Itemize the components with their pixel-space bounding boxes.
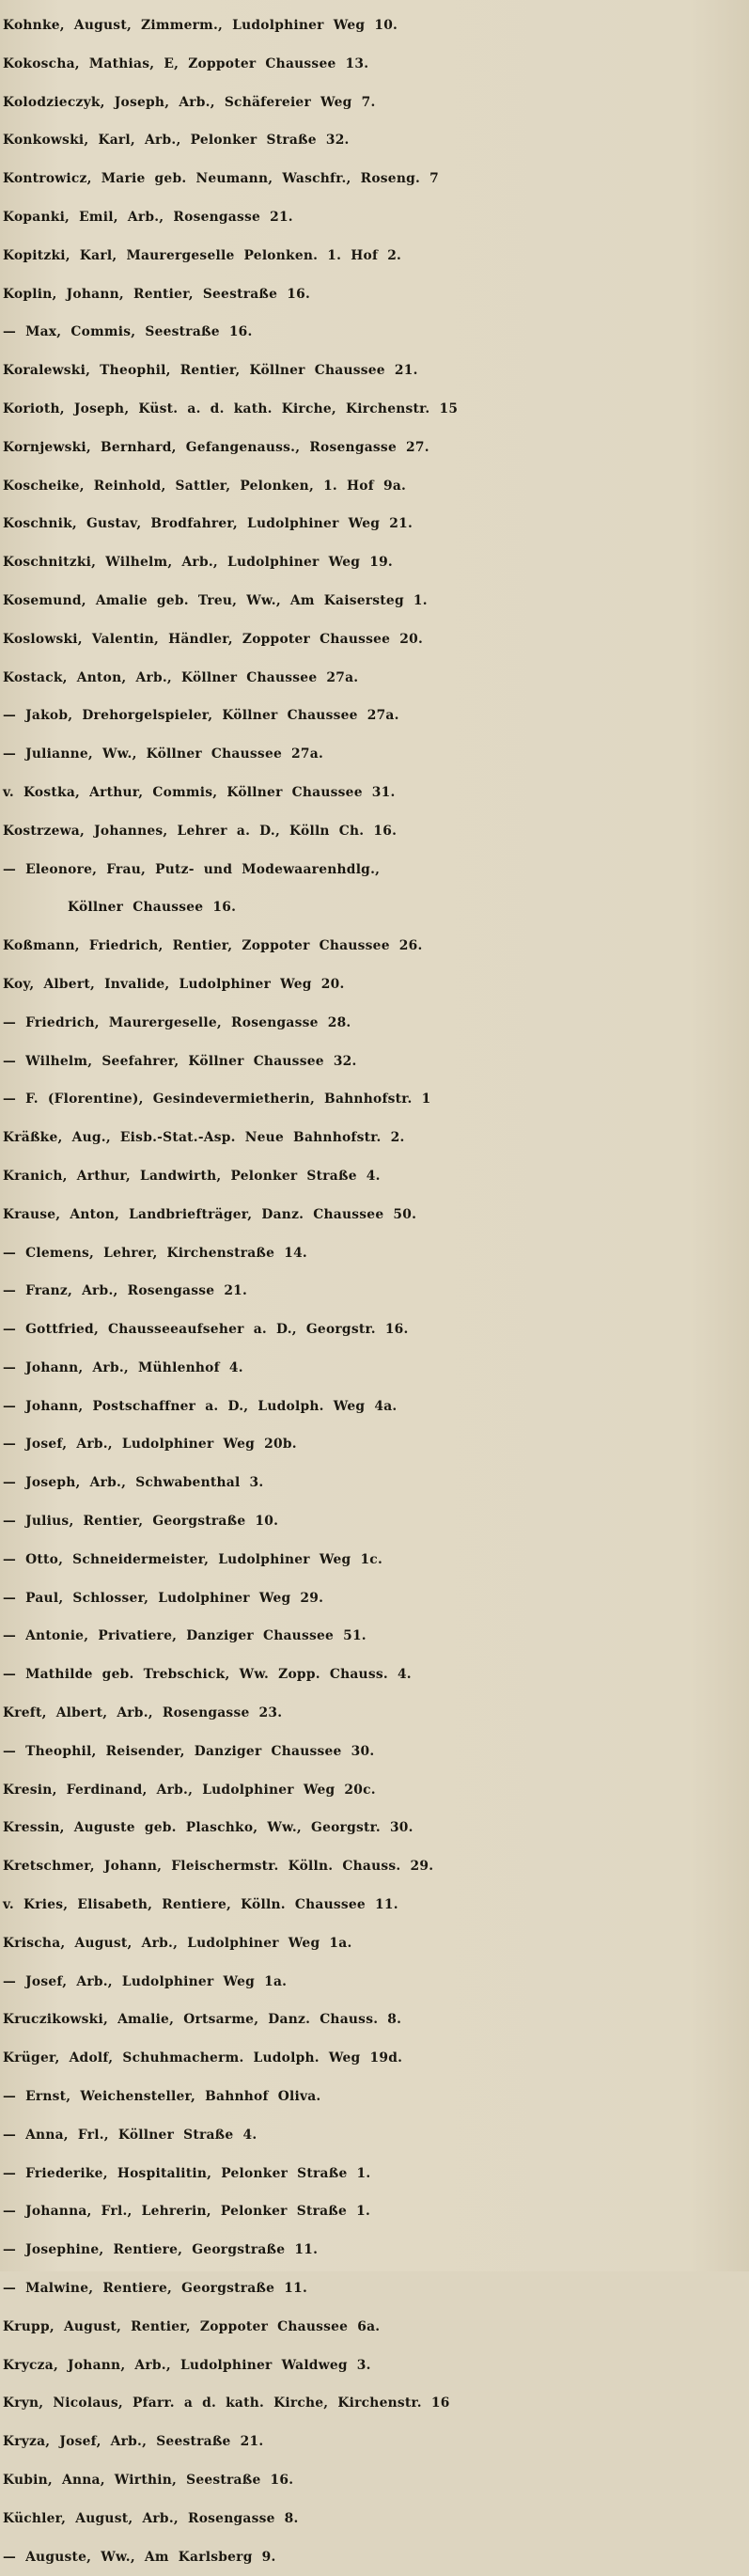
directory-entry: Kreft, Albert, Arb., Rosengasse 23. xyxy=(3,1705,283,1721)
directory-entry: Kräßke, Aug., Eisb.-Stat.-Asp. Neue Bahnhofstr. 2. xyxy=(3,1130,405,1146)
directory-entry: — Malwine, Rentiere, Georgstraße 11. xyxy=(3,2281,308,2297)
directory-entry: v. Kostka, Arthur, Commis, Köllner Chaussee 31. xyxy=(3,784,396,800)
directory-entry: Kressin, Auguste geb. Plaschko, Ww., Georgstr. 30. xyxy=(3,1820,414,1836)
directory-entry: — Auguste, Ww., Am Karlsberg 9. xyxy=(3,2549,276,2565)
directory-entry: Koschnitzki, Wilhelm, Arb., Ludolphiner Weg 19. xyxy=(3,555,393,571)
directory-entry: Kostrzewa, Johannes, Lehrer a. D., Kölln Ch. 16. xyxy=(3,823,398,839)
directory-entry: Kretschmer, Johann, Fleischermstr. Kölln. Chauss. 29. xyxy=(3,1859,434,1875)
directory-entry: — Paul, Schlosser, Ludolphiner Weg 29. xyxy=(3,1590,324,1606)
directory-entry: — Friederike, Hospitalitin, Pelonker Straße 1. xyxy=(3,2165,371,2181)
directory-entry: Kresin, Ferdinand, Arb., Ludolphiner Weg 20c. xyxy=(3,1782,376,1798)
directory-entry: Korioth, Joseph, Küst. a. d. kath. Kirche, Kirchenstr. 15 xyxy=(3,401,459,416)
directory-entry: Kopanki, Emil, Arb., Rosengasse 21. xyxy=(3,209,293,225)
directory-entry: Koscheike, Reinhold, Sattler, Pelonken, 1. Hof 9a. xyxy=(3,478,407,494)
directory-entry: — F. (Florentine), Gesindevermietherin, Bahnhofstr. 1 xyxy=(3,1092,431,1107)
directory-entry: — Franz, Arb., Rosengasse 21. xyxy=(3,1283,248,1299)
directory-entry: Kolodzieczyk, Joseph, Arb., Schäfereier Weg 7. xyxy=(3,94,376,110)
directory-entry: Koslowski, Valentin, Händler, Zoppoter Chaussee 20. xyxy=(3,631,424,647)
directory-entry: — Ernst, Weichensteller, Bahnhof Oliva. xyxy=(3,2089,321,2105)
directory-entry: — Eleonore, Frau, Putz- und Modewaarenhdlg., xyxy=(3,861,381,877)
directory-entry: Krupp, August, Rentier, Zoppoter Chaussee 6a. xyxy=(3,2318,381,2334)
directory-entry: Koralewski, Theophil, Rentier, Köllner Chaussee 21. xyxy=(3,363,418,379)
directory-entry: — Friedrich, Maurergeselle, Rosengasse 28. xyxy=(3,1014,351,1030)
directory-entry: — Mathilde geb. Trebschick, Ww. Zopp. Chauss. 4. xyxy=(3,1667,412,1683)
directory-entry: Koßmann, Friedrich, Rentier, Zoppoter Chaussee 26. xyxy=(3,938,423,954)
directory-entry: Krycza, Johann, Arb., Ludolphiner Waldweg 3. xyxy=(3,2357,371,2373)
directory-entry: — Clemens, Lehrer, Kirchenstraße 14. xyxy=(3,1245,307,1261)
directory-entry: — Theophil, Reisender, Danziger Chaussee 30. xyxy=(3,1743,375,1759)
directory-entry: — Julianne, Ww., Köllner Chaussee 27a. xyxy=(3,746,323,762)
directory-entry: Kontrowicz, Marie geb. Neumann, Waschfr., Roseng. 7 xyxy=(3,171,439,187)
directory-entry: Krüger, Adolf, Schuhmacherm. Ludolph. Weg 19d. xyxy=(3,2050,403,2066)
directory-entry: Kornjewski, Bernhard, Gefangenauss., Rosengasse 27. xyxy=(3,439,429,455)
directory-entry: Kryza, Josef, Arb., Seestraße 21. xyxy=(3,2434,264,2450)
directory-entry: — Johanna, Frl., Lehrerin, Pelonker Straße 1. xyxy=(3,2204,371,2220)
directory-entry: — Jakob, Drehorgelspieler, Köllner Chaussee 27a. xyxy=(3,708,399,724)
directory-entry: — Gottfried, Chausseeaufseher a. D., Georgstr. 16. xyxy=(3,1322,409,1338)
directory-entry: Kruczikowski, Amalie, Ortsarme, Danz. Chauss. 8. xyxy=(3,2012,402,2028)
directory-entry: Krischa, August, Arb., Ludolphiner Weg 1a. xyxy=(3,1935,352,1951)
directory-entry: — Antonie, Privatiere, Danziger Chaussee 51. xyxy=(3,1628,367,1644)
directory-entry: Kohnke, August, Zimmerm., Ludolphiner Weg 10. xyxy=(3,18,398,33)
directory-entry-continuation: Köllner Chaussee 16. xyxy=(68,900,237,916)
directory-entry: Kokoscha, Mathias, E, Zoppoter Chaussee 13. xyxy=(3,55,369,71)
directory-entry: — Max, Commis, Seestraße 16. xyxy=(3,324,253,340)
directory-entry: Krause, Anton, Landbriefträger, Danz. Chaussee 50. xyxy=(3,1206,417,1222)
directory-entry: Kostack, Anton, Arb., Köllner Chaussee 27a. xyxy=(3,669,359,685)
directory-entry: Kubin, Anna, Wirthin, Seestraße 16. xyxy=(3,2473,294,2488)
directory-entry: v. Kries, Elisabeth, Rentiere, Kölln. Chaussee 11. xyxy=(3,1897,398,1913)
directory-entry: — Johann, Postschaffner a. D., Ludolph. Weg 4a. xyxy=(3,1398,398,1414)
directory-entry: Kryn, Nicolaus, Pfarr. a d. kath. Kirche, Kirchenstr. 16 xyxy=(3,2395,450,2411)
directory-entry: — Wilhelm, Seefahrer, Köllner Chaussee 32. xyxy=(3,1053,357,1069)
directory-entry: — Josef, Arb., Ludolphiner Weg 1a. xyxy=(3,1973,288,1989)
directory-entry: — Otto, Schneidermeister, Ludolphiner Weg 1c. xyxy=(3,1551,382,1567)
directory-entry: Kranich, Arthur, Landwirth, Pelonker Straße 4. xyxy=(3,1168,381,1184)
directory-entry: — Josephine, Rentiere, Georgstraße 11. xyxy=(3,2242,319,2258)
directory-entry: Koschnik, Gustav, Brodfahrer, Ludolphiner Weg 21. xyxy=(3,516,413,532)
directory-entry: — Joseph, Arb., Schwabenthal 3. xyxy=(3,1475,264,1491)
directory-entry: — Julius, Rentier, Georgstraße 10. xyxy=(3,1514,279,1530)
directory-entry: Konkowski, Karl, Arb., Pelonker Straße 32. xyxy=(3,133,350,149)
directory-entry: — Anna, Frl., Köllner Straße 4. xyxy=(3,2127,257,2143)
directory-entry: Kosemund, Amalie geb. Treu, Ww., Am Kaisersteg 1. xyxy=(3,592,428,608)
directory-entry: Koplin, Johann, Rentier, Seestraße 16. xyxy=(3,286,311,302)
directory-entry: Küchler, August, Arb., Rosengasse 8. xyxy=(3,2510,299,2526)
directory-entry: — Josef, Arb., Ludolphiner Weg 20b. xyxy=(3,1437,297,1453)
directory-entry: Koy, Albert, Invalide, Ludolphiner Weg 20. xyxy=(3,976,345,992)
directory-entry: — Johann, Arb., Mühlenhof 4. xyxy=(3,1359,243,1375)
directory-entry: Kopitzki, Karl, Maurergeselle Pelonken. 1. Hof 2. xyxy=(3,247,402,263)
